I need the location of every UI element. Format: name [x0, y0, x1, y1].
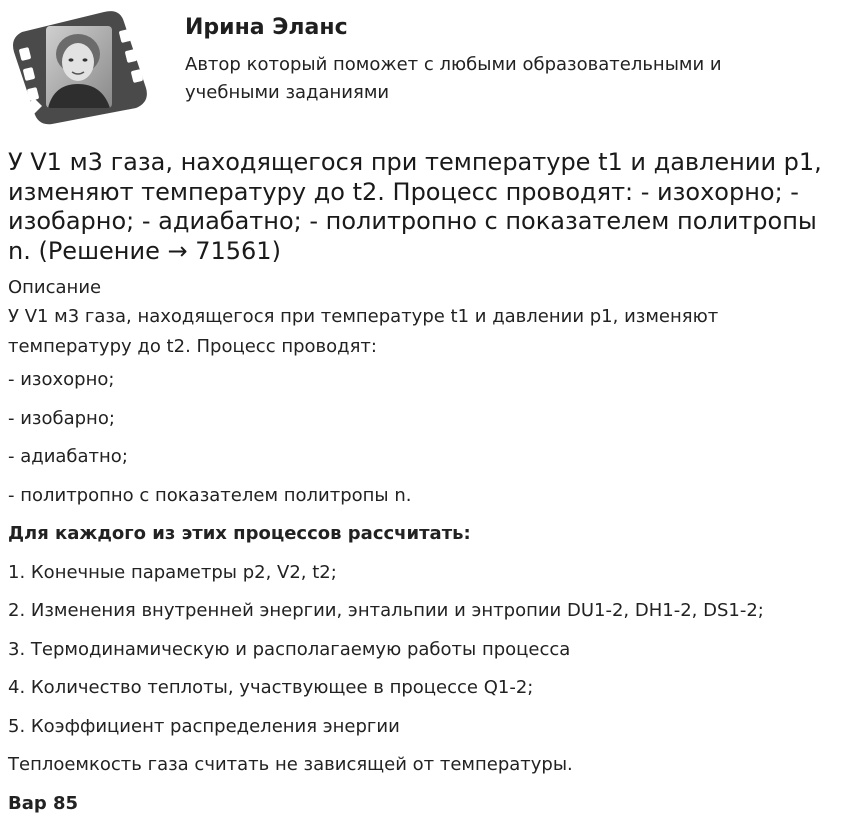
process-item: - адиабатно;: [8, 446, 128, 467]
process-item: - политропно с показателем политропы n.: [8, 484, 412, 506]
variant-label: Вар 85: [8, 792, 79, 814]
task-title: У V1 м3 газа, находящегося при температуре t1 и давлении p1, изменяют температуру до t2. Процесс проводят: - изохорно; - изобарно; - адиабатно; - политропно с показателем политропы n. (Решение → 71561): [8, 148, 822, 265]
process-item: - изобарно;: [8, 407, 115, 429]
task-description: [8, 302, 840, 823]
calc-item: 5. Коэффициент распределения энергии: [8, 715, 400, 737]
author-name[interactable]: Ирина Эланс: [185, 15, 348, 40]
author-avatar[interactable]: [8, 8, 150, 126]
calc-heading: Для каждого из этих процессов рассчитать:: [8, 523, 471, 544]
calc-item: 2. Изменения внутренней энергии, энтальпии и энтропии DU1-2, DH1-2, DS1-2;: [8, 600, 764, 621]
author-card: [8, 8, 838, 128]
description-label: Описание: [8, 277, 102, 298]
calc-item: 3. Термодинамическую и располагаемую работы процесса: [8, 638, 571, 660]
portrait-photo: [46, 26, 112, 108]
process-item: - изохорно;: [8, 369, 115, 390]
task-note: Теплоемкость газа считать не зависящей от температуры.: [8, 754, 573, 775]
calc-item: 1. Конечные параметры p2, V2, t2;: [8, 561, 337, 583]
description-intro: У V1 м3 газа, находящегося при температуре t1 и давлении p1, изменяют температуру до t2. Процесс проводят:: [8, 306, 719, 357]
calc-item: 4. Количество теплоты, участвующее в процессе Q1-2;: [8, 677, 534, 698]
author-description: Автор который поможет с любыми образовательными и учебными заданиями: [185, 54, 722, 103]
